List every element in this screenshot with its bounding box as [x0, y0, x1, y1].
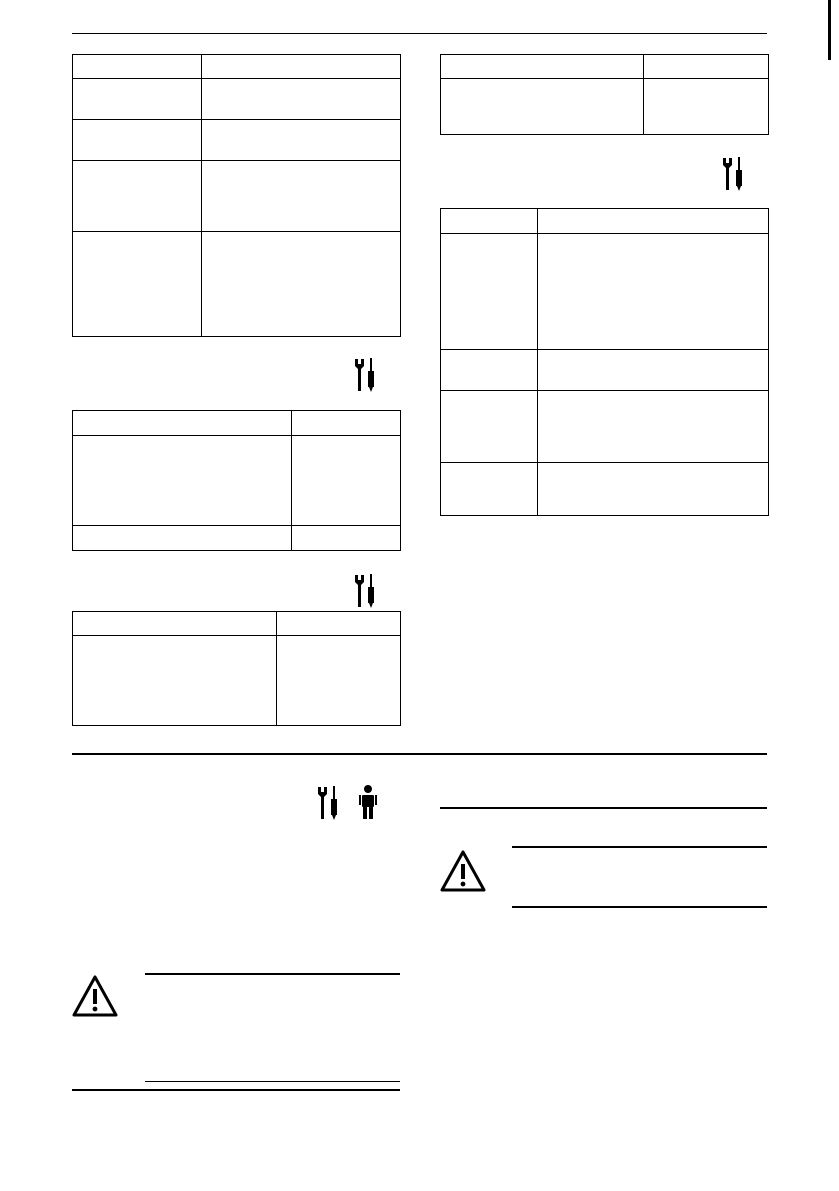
table-cell — [292, 411, 401, 436]
warning-icon — [440, 850, 486, 892]
table-cell — [73, 526, 292, 551]
table-cell — [73, 411, 292, 436]
table-cell — [538, 391, 769, 463]
table-cell — [73, 161, 202, 232]
left-mid-table — [72, 410, 401, 551]
warning-rule-top — [512, 846, 767, 848]
section-end-rule — [72, 1089, 400, 1091]
table-cell — [202, 232, 401, 337]
right-mid-table — [440, 208, 769, 516]
table-cell — [441, 234, 538, 350]
table-cell — [441, 350, 538, 391]
table-cell — [292, 526, 401, 551]
header-rule — [72, 33, 767, 34]
table-cell — [202, 55, 401, 79]
tools-icon — [353, 573, 379, 609]
table-cell — [73, 636, 277, 726]
table-cell — [73, 79, 202, 120]
table-cell — [441, 391, 538, 463]
warning-rule-bottom — [512, 906, 767, 908]
warning-icon — [72, 975, 118, 1017]
table-cell — [202, 79, 401, 120]
table-cell — [73, 612, 277, 636]
table-cell — [73, 55, 202, 79]
tools-icon — [721, 156, 747, 192]
page-tab-mark — [828, 0, 831, 60]
table-cell — [73, 436, 292, 526]
left-bottom-table — [72, 611, 401, 726]
section-divider — [72, 753, 767, 755]
table-cell — [292, 436, 401, 526]
table-cell — [538, 463, 769, 516]
table-cell — [538, 234, 769, 350]
person-icon — [358, 785, 378, 821]
left-top-table — [72, 54, 401, 337]
section-rule — [440, 807, 767, 809]
table-cell — [441, 463, 538, 516]
table-cell — [644, 79, 769, 135]
table-cell — [441, 55, 644, 79]
table-cell — [441, 79, 644, 135]
table-cell — [73, 120, 202, 161]
right-top-table — [440, 54, 769, 135]
table-cell — [202, 120, 401, 161]
table-cell — [441, 209, 538, 234]
warning-rule-bottom — [145, 1081, 400, 1082]
tools-icon — [316, 785, 342, 821]
table-cell — [538, 209, 769, 234]
table-cell — [644, 55, 769, 79]
table-cell — [538, 350, 769, 391]
tools-icon — [353, 357, 379, 393]
table-cell — [73, 232, 202, 337]
table-cell — [202, 161, 401, 232]
table-cell — [277, 612, 401, 636]
warning-rule-top — [145, 973, 400, 975]
table-cell — [277, 636, 401, 726]
